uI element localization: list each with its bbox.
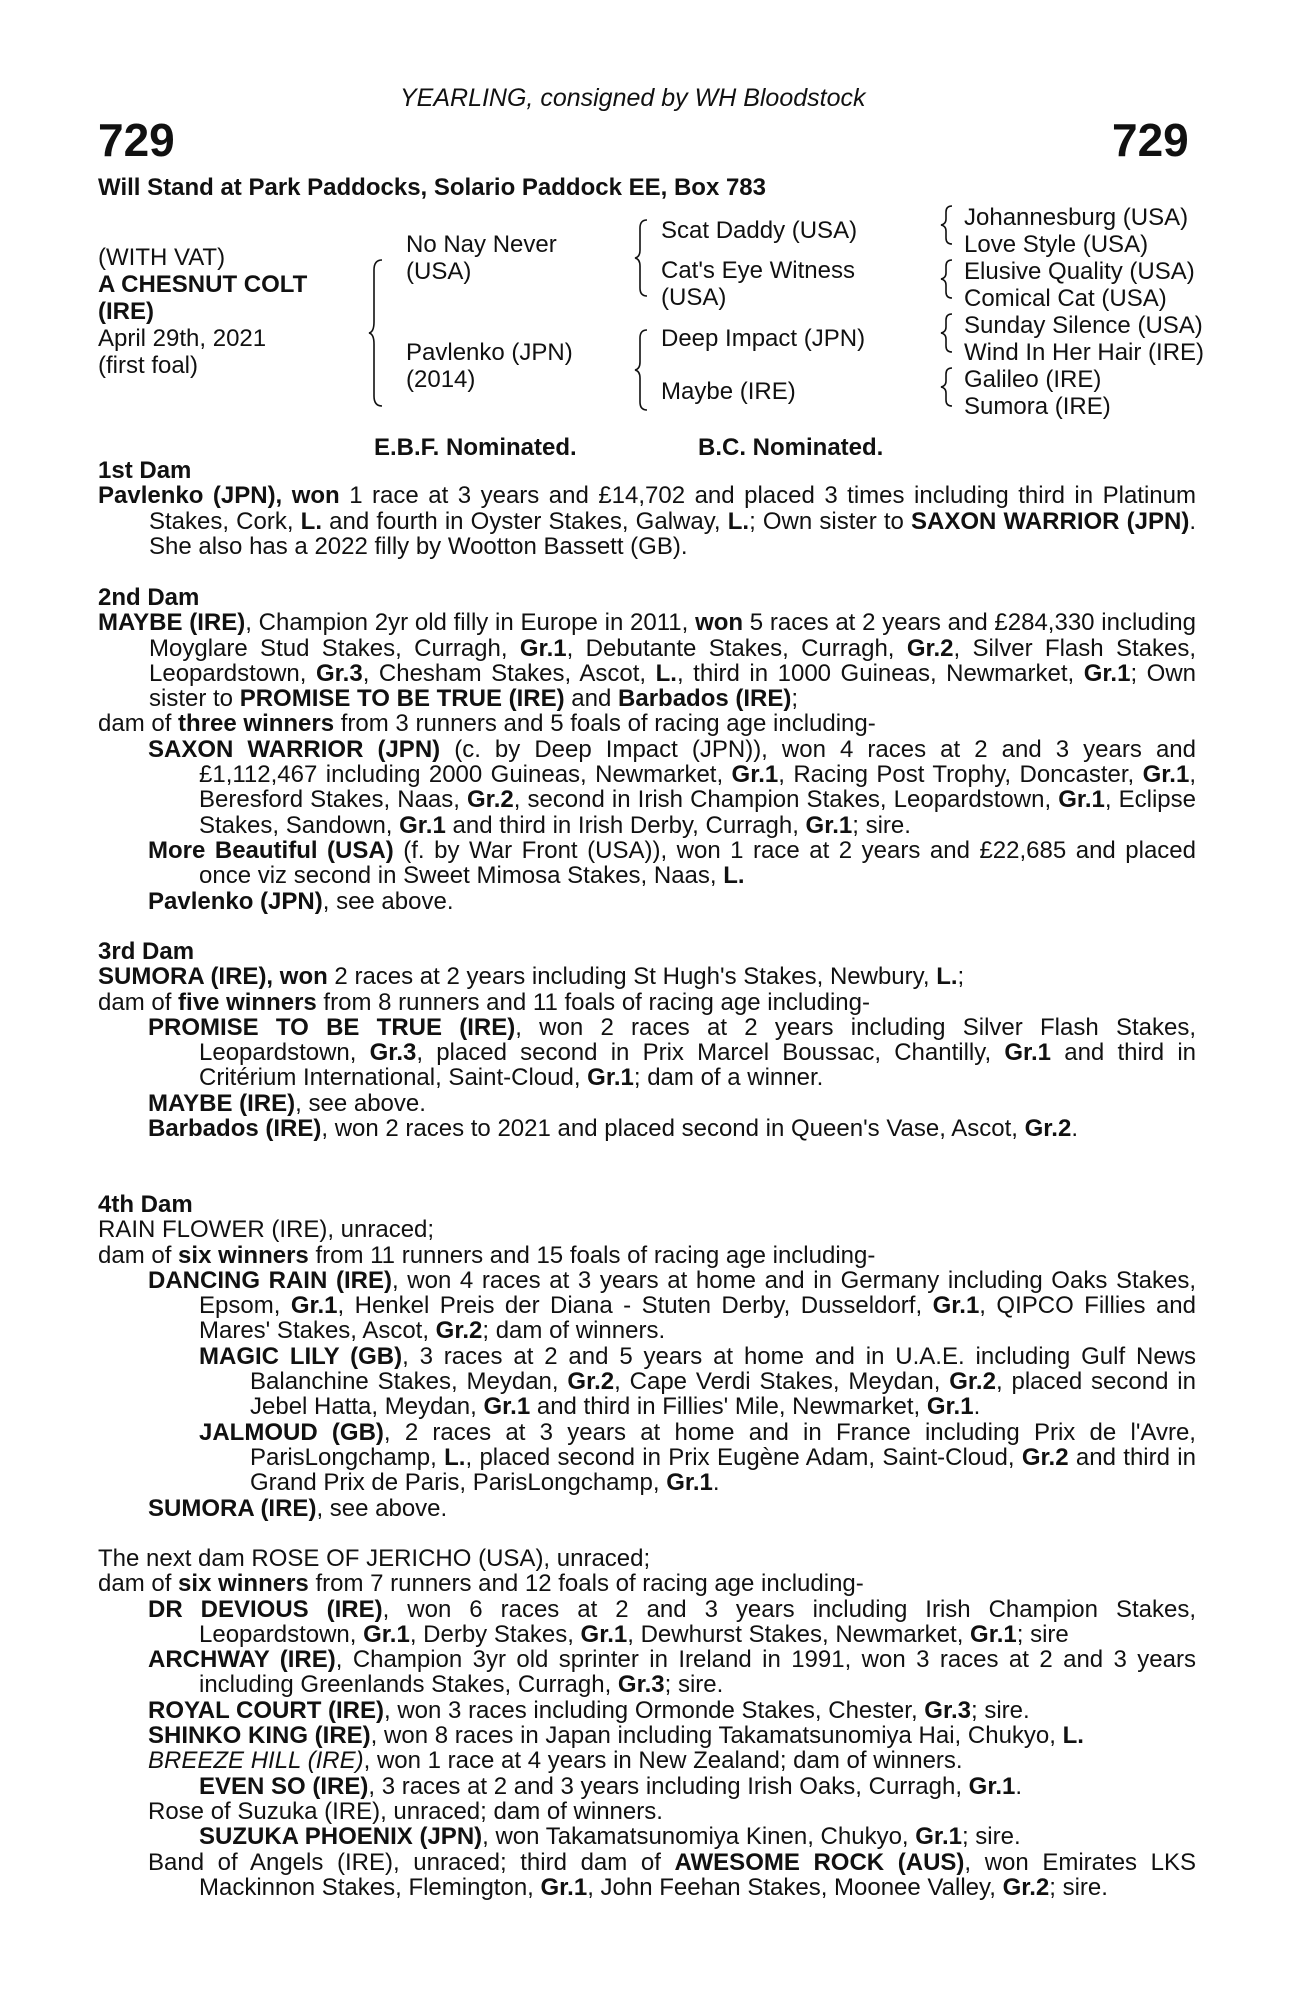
bold-text-run: L. <box>936 963 958 991</box>
text-run: , 3 races at 2 and 3 years including Irish Oaks, Curragh, <box>368 1772 969 1800</box>
produce-entry <box>98 1015 1196 1091</box>
bold-text-run: Gr.1 <box>1058 786 1105 814</box>
bold-text-run: Gr.1 <box>483 1393 531 1421</box>
bold-text-run: SUZUKA PHOENIX (JPN) <box>199 1823 483 1851</box>
bold-text-run: Gr.3 <box>924 1696 971 1724</box>
text-run: (c. by Deep Impact (JPN)), won 4 races at 2 and 3 years and £1,112,467 including 2000 Guineas, Newmarket, <box>199 735 1196 789</box>
produce-entry <box>98 1344 1196 1420</box>
bold-text-run: L. <box>300 507 322 535</box>
text-run: , won 6 races at 2 and 3 years including Irish Champion Stakes, Leopardstown, <box>199 1595 1197 1648</box>
text-run: and third in Critérium International, Saint-Cloud, <box>199 1039 1197 1092</box>
bold-text-run: PROMISE TO BE TRUE (IRE) <box>148 1013 516 1041</box>
bold-text-run: PROMISE TO BE TRUE (IRE) <box>239 685 565 713</box>
dam-entry <box>98 610 1196 711</box>
text-run: and third in Irish Derby, Curragh, <box>445 811 806 839</box>
bold-text-run: Gr.1 <box>580 1620 628 1648</box>
text-run: and third in Fillies' Mile, Newmarket, <box>530 1393 927 1421</box>
pedigree-dam-sire: Deep Impact (JPN) <box>661 325 866 352</box>
text-run: , see above. <box>295 1089 426 1117</box>
bc-nomination: B.C. Nominated. <box>698 434 884 461</box>
foal-note: (first foal) <box>98 352 199 379</box>
bold-text-run: Gr.1 <box>926 1393 974 1421</box>
bold-text-run: Gr.1 <box>932 1292 980 1320</box>
produce-entry <box>98 1850 1196 1901</box>
bold-text-run: Gr.1 <box>1004 1039 1052 1067</box>
bold-text-run: Gr.1 <box>805 811 853 839</box>
produce-entry <box>98 1698 1196 1723</box>
bold-text-run: Pavlenko (JPN) <box>148 887 323 915</box>
pedigree-brace-g4-1 <box>940 204 956 246</box>
bold-text-run: Gr.1 <box>540 1873 588 1901</box>
bold-text-run: five winners <box>178 988 317 1016</box>
bold-text-run: More Beautiful (USA) <box>148 836 394 864</box>
produce-entry <box>98 1091 1196 1116</box>
pedigree-sire-dam: Cat's Eye Witness (USA) <box>661 257 855 311</box>
bold-text-run: Gr.1 <box>290 1292 338 1320</box>
pedigree-generation-4: Johannesburg (USA) Love Style (USA) Elusive Quality (USA) Comical Cat (USA) Sunday Silence (USA) Wind In Her Hair (IRE) Galileo (IRE) Sumora (IRE) <box>964 204 1205 420</box>
bold-text-run: Gr.1 <box>1083 659 1131 687</box>
pedigree-brace-dam <box>634 328 652 412</box>
text-run: , won 2 races to 2021 and placed second in Queen's Vase, Ascot, <box>321 1115 1025 1143</box>
text-run: , Dewhurst Stakes, Newmarket, <box>627 1620 971 1648</box>
bold-text-run: ARCHWAY (IRE) <box>148 1646 336 1674</box>
produce-entry <box>98 889 1196 914</box>
text-run: , see above. <box>322 887 454 915</box>
text-run: , Derby Stakes, <box>409 1620 581 1648</box>
bold-text-run: Gr.2 <box>906 634 954 662</box>
text-run: ; dam of winners. <box>482 1317 666 1345</box>
text-run: 2 races at 2 years including St Hugh's Stakes, Newbury, <box>327 963 937 991</box>
produce-entry <box>98 1723 1196 1748</box>
bold-text-run: Gr.2 <box>567 1368 615 1396</box>
text-run: ; <box>957 963 965 991</box>
text-run: from 3 runners and 5 foals of racing age including- <box>334 710 876 738</box>
bold-text-run: Gr.1 <box>363 1620 410 1648</box>
bold-text-run: Gr.1 <box>915 1823 962 1851</box>
bold-text-run: Gr.1 <box>1142 761 1190 789</box>
produce-entry <box>98 1420 1196 1496</box>
bold-text-run: EVEN SO (IRE) <box>199 1772 369 1800</box>
text-run: , QIPCO Fillies and Mares' Stakes, Ascot, <box>199 1292 1197 1345</box>
text-run: , Racing Post Trophy, Doncaster, <box>778 761 1143 789</box>
pedigree-sire-sire: Scat Daddy (USA) <box>661 217 858 244</box>
text-run: , John Feehan Stakes, Moonee Valley, <box>587 1873 1003 1901</box>
text-run: Rose of Suzuka (IRE), unraced; dam of winners. <box>148 1797 663 1825</box>
text-run: 1 race at 3 years and £14,702 and placed 3 times including third in Platinum Stakes, Cork, <box>149 482 1196 535</box>
horse-name: A CHESNUT COLT <box>98 271 308 298</box>
bold-text-run: SUMORA (IRE) <box>148 1494 317 1522</box>
bold-text-run: Gr.1 <box>519 634 567 662</box>
third-dam-section <box>98 939 1196 1141</box>
bold-text-run: Gr.2 <box>1024 1115 1072 1143</box>
produce-entry <box>98 1268 1196 1344</box>
bold-text-run: three winners <box>178 710 335 738</box>
produce-summary <box>98 1571 1196 1596</box>
text-run: , Silver Flash Stakes, Leopardstown, <box>149 634 1196 687</box>
text-run: from 7 runners and 12 foals of racing age including- <box>308 1570 864 1598</box>
text-run: ; dam of a winner. <box>633 1064 824 1092</box>
produce-entry <box>98 737 1196 838</box>
text-run: dam of <box>98 1570 179 1598</box>
produce-summary <box>98 1243 1196 1268</box>
text-run: ; sire. <box>664 1671 724 1699</box>
text-run: dam of <box>98 1241 179 1269</box>
text-run: ; sire. <box>852 811 911 839</box>
bold-text-run: AWESOME ROCK (AUS) <box>674 1848 965 1876</box>
text-run: , won 4 races at 3 years at home and in Germany including Oaks Stakes, Epsom, <box>199 1266 1197 1320</box>
text-run: Band of Angels (IRE), unraced; third dam of <box>148 1848 675 1876</box>
bold-text-run: L. <box>444 1443 466 1471</box>
bold-text-run: SUMORA (IRE), won <box>98 963 328 991</box>
section-heading: 3rd Dam <box>98 938 195 965</box>
lot-number-left: 729 <box>98 114 175 166</box>
bold-text-run: six winners <box>178 1570 309 1598</box>
section-heading: 2nd Dam <box>98 584 200 611</box>
bold-text-run: Gr.3 <box>617 1671 665 1699</box>
vat-note: (WITH VAT) <box>98 244 226 271</box>
bold-text-run: Gr.2 <box>1002 1873 1050 1901</box>
text-run: , won Emirates LKS Mackinnon Stakes, Flemington, <box>199 1848 1197 1901</box>
dam-entry <box>98 483 1196 559</box>
text-run: . <box>712 1469 720 1497</box>
second-dam-section <box>98 585 1196 914</box>
text-run: , placed second in Prix Eugène Adam, Saint-Cloud, <box>465 1443 1022 1471</box>
pedigree-brace-g4-4 <box>940 366 956 408</box>
text-run: ; sire. <box>961 1823 1021 1851</box>
bold-text-run: Gr.2 <box>435 1317 483 1345</box>
text-run: RAIN FLOWER (IRE), unraced; <box>98 1216 435 1244</box>
section-heading: 1st Dam <box>98 457 192 484</box>
bold-text-run: L. <box>727 507 750 535</box>
bold-text-run: SAXON WARRIOR (JPN) <box>148 735 441 763</box>
bold-text-run: six winners <box>178 1241 309 1269</box>
text-run: from 8 runners and 11 foals of racing age including- <box>316 988 870 1016</box>
text-run: ; <box>791 685 799 713</box>
bold-text-run: Pavlenko (JPN), won <box>98 482 340 510</box>
bold-text-run: MAGIC LILY (GB) <box>199 1342 403 1370</box>
bold-text-run: Gr.1 <box>399 811 446 839</box>
text-run: ; sire <box>1016 1620 1069 1648</box>
horse-description <box>98 244 307 379</box>
text-run: ; sire. <box>1049 1873 1108 1901</box>
produce-entry <box>98 1799 1196 1824</box>
bold-text-run: Gr.2 <box>467 786 514 814</box>
text-run: , Beresford Stakes, Naas, <box>199 761 1196 814</box>
text-run: , won 2 races at 2 years including Silver Flash Stakes, Leopardstown, <box>199 1013 1196 1067</box>
first-dam-section <box>98 458 1196 559</box>
bold-text-run: JALMOUD (GB) <box>199 1418 384 1446</box>
text-run: , 2 races at 3 years at home and in France including Prix de l'Avre, ParisLongchamp, <box>250 1418 1196 1471</box>
bold-text-run: Barbados (IRE) <box>148 1115 322 1143</box>
text-run: (f. by War Front (USA)), won 1 race at 2 years and £22,685 and placed once viz second in Sweet Mimosa Stakes, Naas, <box>199 836 1197 890</box>
text-run: , Chesham Stakes, Ascot, <box>362 659 656 687</box>
produce-entry <box>98 1748 1196 1773</box>
text-run: , Champion 2yr old filly in Europe in 2011, <box>245 609 696 637</box>
dam-entry <box>98 964 1196 989</box>
sale-line: YEARLING, consigned by WH Bloodstock <box>400 84 866 112</box>
produce-entry <box>98 1647 1196 1698</box>
section-heading: 4th Dam <box>98 1191 193 1218</box>
dam-entry <box>98 1217 1196 1242</box>
bold-text-run: MAYBE (IRE) <box>148 1089 296 1117</box>
next-dam-section <box>98 1546 1196 1900</box>
text-run: . <box>1015 1772 1023 1800</box>
bold-text-run: Gr.1 <box>968 1772 1016 1800</box>
text-run: and third in Grand Prix de Paris, ParisLongchamp, <box>250 1443 1196 1497</box>
text-run: , Cape Verdi Stakes, Meydan, <box>614 1368 950 1396</box>
pedigree-dam-dam: Maybe (IRE) <box>661 378 796 405</box>
bold-text-run: L. <box>1062 1722 1084 1750</box>
bold-text-run: won <box>695 609 744 637</box>
pedigree-sire: No Nay Never (USA) <box>406 231 557 285</box>
ebf-nomination: E.B.F. Nominated. <box>374 434 577 461</box>
stand-line: Will Stand at Park Paddocks, Solario Paddock EE, Box 783 <box>98 174 767 201</box>
bold-text-run: Gr.3 <box>315 659 363 687</box>
text-run: , Eclipse Stakes, Sandown, <box>199 786 1196 839</box>
bold-text-run: Gr.1 <box>970 1620 1017 1648</box>
foaling-date: April 29th, 2021 <box>98 325 267 352</box>
horse-name-country: (IRE) <box>98 298 154 325</box>
text-run: dam of <box>98 988 179 1016</box>
text-run: , won 8 races in Japan including Takamatsunomiya Hai, Chukyo, <box>370 1722 1063 1750</box>
text-run: 5 races at 2 years and £284,330 including Moyglare Stud Stakes, Curragh, <box>149 609 1196 662</box>
produce-entry <box>98 838 1196 889</box>
text-run: , 3 races at 2 and 5 years at home and in U.A.E. including Gulf News Balanchine Stakes, Meydan, <box>250 1342 1196 1396</box>
pedigree-brace-sire <box>634 218 652 298</box>
text-run: , placed second in Prix Marcel Boussac, Chantilly, <box>416 1039 1005 1067</box>
text-run: . <box>1071 1115 1078 1143</box>
lot-number-right: 729 <box>1112 114 1189 166</box>
produce-entry <box>98 1597 1196 1648</box>
text-run: , won 3 races including Ormonde Stakes, Chester, <box>384 1696 925 1724</box>
text-run: . She also has a 2022 filly by Wootton Bassett (GB). <box>149 507 1196 560</box>
produce-entry <box>98 1496 1196 1521</box>
text-run: . <box>973 1393 981 1421</box>
text-run: , second in Irish Champion Stakes, Leopardstown, <box>513 786 1059 814</box>
produce-entry <box>98 1824 1196 1849</box>
text-run: ; sire. <box>971 1696 1030 1724</box>
text-run: dam of <box>98 710 179 738</box>
bold-text-run: MAYBE (IRE) <box>98 609 246 637</box>
bold-text-run: Barbados (IRE) <box>618 685 792 713</box>
bold-text-run: DR DEVIOUS (IRE) <box>148 1595 383 1623</box>
bold-text-run: L. <box>723 862 745 890</box>
text-run: and <box>564 685 619 713</box>
bold-text-run: DANCING RAIN (IRE) <box>148 1266 392 1294</box>
text-run: ; Own sister to <box>749 507 912 535</box>
text-run: , placed second in Jebel Hatta, Meydan, <box>250 1368 1196 1421</box>
pedigree-brace-g4-2 <box>940 258 956 300</box>
text-run: and fourth in Oyster Stakes, Galway, <box>322 507 728 535</box>
bold-text-run: Gr.2 <box>1021 1443 1069 1471</box>
text-run: , see above. <box>316 1494 448 1522</box>
fourth-dam-section <box>98 1192 1196 1521</box>
bold-text-run: Gr.1 <box>731 761 779 789</box>
bold-text-run: SAXON WARRIOR (JPN) <box>911 507 1190 535</box>
text-run: from 11 runners and 15 foals of racing age including- <box>308 1241 876 1269</box>
bold-text-run: SHINKO KING (IRE) <box>148 1722 371 1750</box>
bold-text-run: L. <box>655 659 677 687</box>
bold-text-run: ROYAL COURT (IRE) <box>148 1696 385 1724</box>
produce-summary <box>98 990 1196 1015</box>
text-run: , Henkel Preis der Diana - Stuten Derby, Dusseldorf, <box>337 1292 933 1320</box>
pedigree-brace-parents <box>368 258 388 408</box>
bold-text-run: Gr.3 <box>369 1039 417 1067</box>
produce-summary <box>98 711 1196 736</box>
pedigree-dam: Pavlenko (JPN) (2014) <box>406 339 573 393</box>
text-run: , Champion 3yr old sprinter in Ireland in 1991, won 3 races at 2 and 3 years including Greenlands Stakes, Curragh, <box>199 1646 1196 1699</box>
dam-entry <box>98 1546 1196 1571</box>
text-run: , Debutante Stakes, Curragh, <box>566 634 907 662</box>
bold-text-run: Gr.2 <box>949 1368 996 1396</box>
text-run: , third in 1000 Guineas, Newmarket, <box>676 659 1084 687</box>
bold-text-run: Gr.1 <box>587 1064 634 1092</box>
bold-text-run: Gr.1 <box>666 1469 713 1497</box>
produce-entry <box>98 1116 1196 1141</box>
text-run: ; Own sister to <box>149 659 1196 713</box>
italic-text-run: BREEZE HILL (IRE) <box>148 1747 364 1775</box>
text-run: , won 1 race at 4 years in New Zealand; dam of winners. <box>363 1747 963 1775</box>
text-run: , won Takamatsunomiya Kinen, Chukyo, <box>482 1823 916 1851</box>
pedigree-brace-g4-3 <box>940 312 956 354</box>
text-run: The next dam ROSE OF JERICHO (USA), unraced; <box>98 1545 651 1572</box>
produce-entry <box>98 1774 1196 1799</box>
